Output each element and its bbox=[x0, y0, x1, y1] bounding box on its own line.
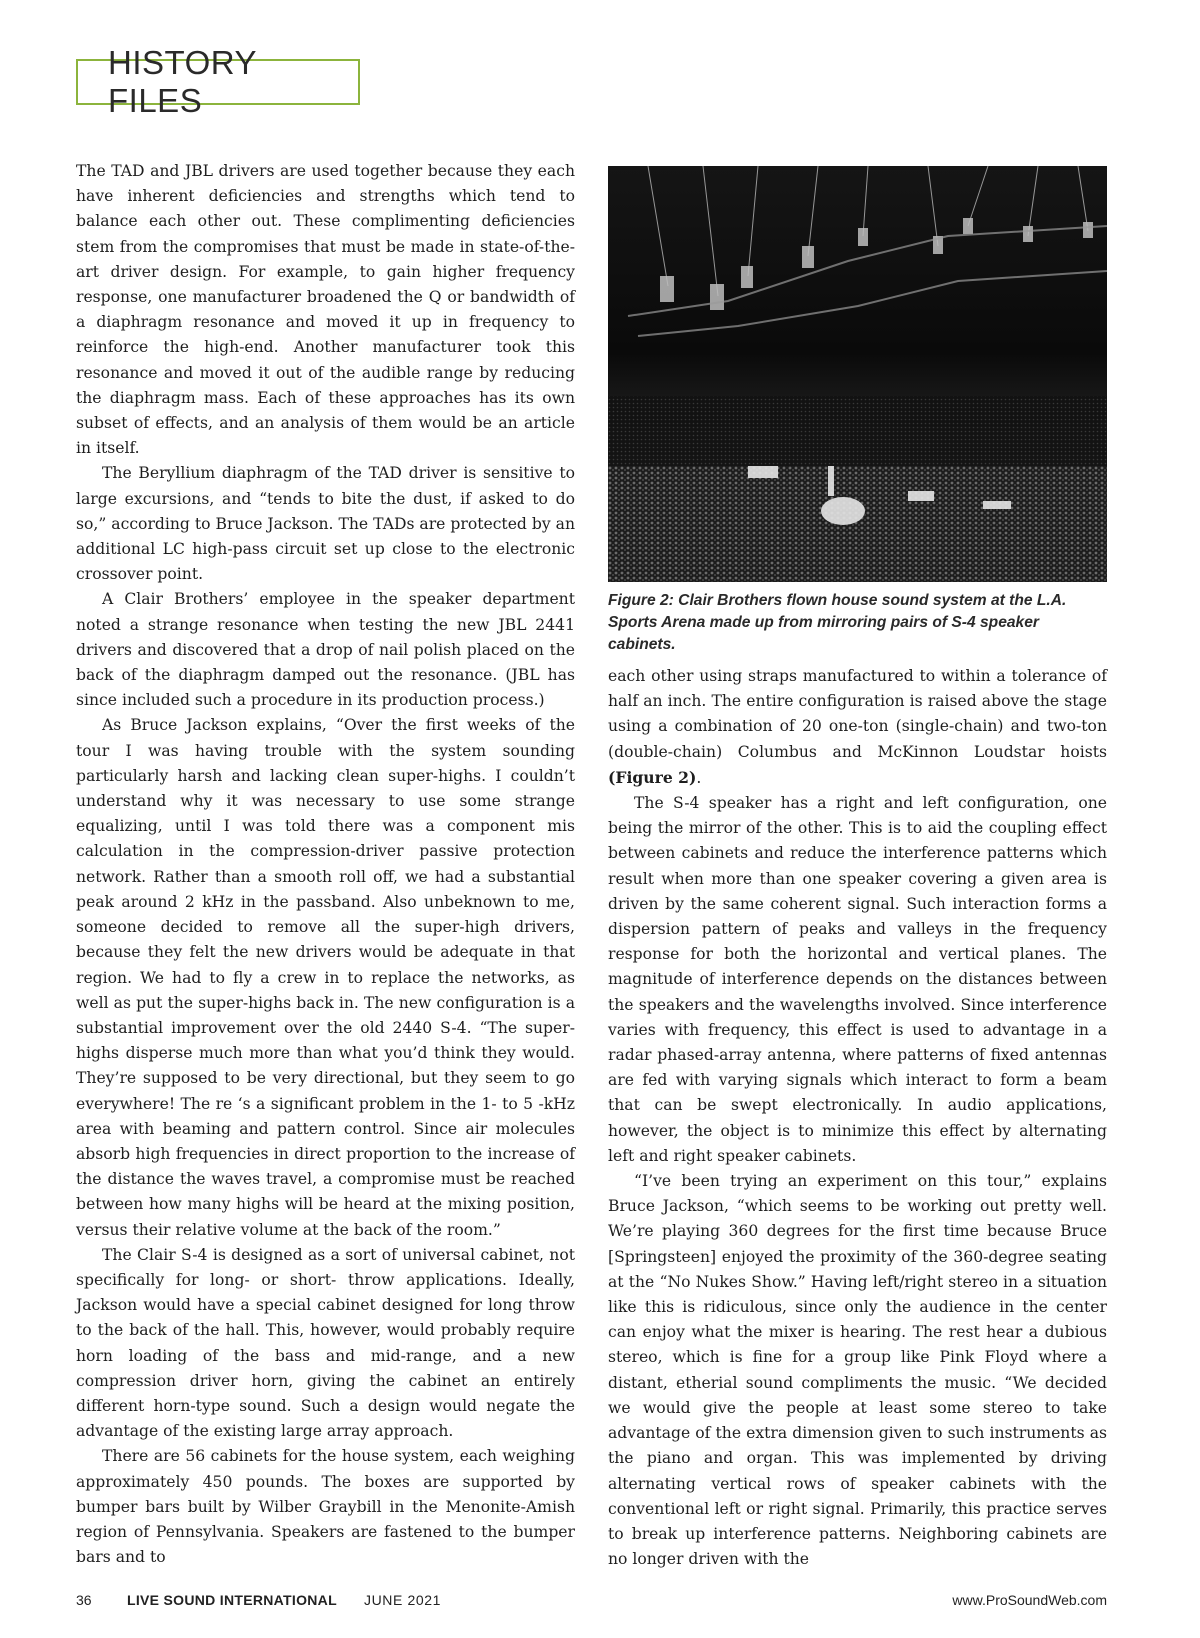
magazine-name: LIVE SOUND INTERNATIONAL bbox=[127, 1592, 337, 1608]
page-number: 36 bbox=[76, 1592, 92, 1608]
paragraph: The Beryllium diaphragm of the TAD driver is sensitive to large excursions, and “tends to bite the dust, if asked to do so,” according to Bruce Jackson. The TADs are protected by an additional LC high-pass circuit set up close to the electronic crossover point. bbox=[76, 464, 575, 584]
paragraph-end: . bbox=[696, 768, 702, 787]
paragraph: There are 56 cabinets for the house system, each weighing approximately 450 pounds. The boxes are supported by bumper bars built by Wilber Graybill in the Menonite-Amish region of Pennsylvania. Speakers are fastened to the bumper bars and to bbox=[76, 1447, 575, 1567]
paragraph: The Clair S-4 is designed as a sort of universal cabinet, not specifically for long- or short- throw applications. Ideally, Jackson would have a special cabinet designed for long throw to the back of the hall. This, however, would probably require horn loading of the bass and mid-range, and a new compression driver horn, giving the cabinet an entirely different horn-type sound. Such a design would negate the advantage of the existing large array approach. bbox=[76, 1245, 575, 1441]
paragraph bbox=[608, 664, 1107, 791]
paragraph-text: each other using straps manufactured to within a tolerance of half an inch. The entire configuration is raised above the stage using a combination of 20 one-ton (single-chain) and two-ton (double-chain) Columbus and McKinnon Loudstar hoists bbox=[608, 667, 1107, 761]
arena-photo-image bbox=[608, 166, 1107, 582]
section-tag-label: HISTORY FILES bbox=[108, 44, 257, 119]
figure-photo bbox=[608, 166, 1107, 582]
website-url: www.ProSoundWeb.com bbox=[952, 1592, 1107, 1608]
section-tag bbox=[76, 44, 360, 119]
paragraph: As Bruce Jackson explains, “Over the first weeks of the tour I was having trouble with the system sounding particularly harsh and lacking clean super-highs. I couldn’t understand why it was necessary to use some strange equalizing, until I was told there was a component mis calculation in the compression-driver passive protection network. Rather than a smooth roll off, we had a substantial peak around 2 kHz in the passband. Also unbeknown to me, someone decided to remove all the super-high drivers, because they felt the new drivers would be adequate in that region. We had to fly a crew in to replace the networks, as well as put the super-highs back in. The new configuration is a substantial improvement over the old 2440 S-4. “The super-highs disperse much more than what you’d think they would. They’re supposed to be very directional, but they seem to go everywhere! The re ‘s a significant problem in the 1- to 5 -kHz area with beaming and pattern control. Since air molecules absorb high frequencies in direct proportion to the increase of the distance the waves travel, a compromise must be reached between how many highs will be heard at the mixing position, versus their relative volume at the back of the room.” bbox=[76, 716, 575, 1239]
paragraph: The S-4 speaker has a right and left configuration, one being the mirror of the other. This is to aid the coupling effect between cabinets and reduce the interference patterns which result when more than one speaker covering a given area is driven by the same coherent signal. Such interaction forms a dispersion pattern of peaks and valleys in the frequency response for both the horizontal and vertical planes. The magnitude of interference depends on the distances between the speakers and the wavelengths involved. Since interference varies with frequency, this effect is used to advantage in a radar phased-array antenna, where patterns of fixed antennas are fed with varying signals which interact to form a beam that can be swept electronically. In audio applications, however, the object is to minimize this effect by alternating left and right speaker cabinets. bbox=[608, 794, 1107, 1165]
paragraph: The TAD and JBL drivers are used together because they each have inherent deficiencies and strengths which tend to balance each other out. These complimenting deficiencies stem from the compromises that must be made in state-of-the-art driver design. For example, to gain higher frequency response, one manufacturer broadened the Q or bandwidth of a diaphragm resonance and moved it up in frequency to reinforce the high-end. Another manufacturer took this resonance and moved it out of the audible range by reducing the diaphragm mass. Each of these approaches has its own subset of effects, and an analysis of them would be an article in itself. bbox=[76, 162, 575, 458]
page-footer bbox=[76, 1592, 1107, 1614]
figure-caption: Figure 2: Clair Brothers flown house sound system at the L.A. Sports Arena made up from mirroring pairs of S-4 speaker cabinets. bbox=[608, 592, 1067, 653]
article-column-right bbox=[608, 664, 1107, 1572]
paragraph: A Clair Brothers’ employee in the speaker department noted a strange resonance when testing the new JBL 2441 drivers and discovered that a drop of nail polish placed on the back of the diaphragm damped out the resonance. (JBL has since included such a procedure in its production process.) bbox=[76, 590, 575, 710]
paragraph: “I’ve been trying an experiment on this tour,” explains Bruce Jackson, “which seems to be working out pretty well. We’re playing 360 degrees for the first time because Bruce [Springsteen] enjoyed the proximity of the 360-degree seating at the “No Nukes Show.” Having left/right stereo in a situation like this is ridiculous, since only the audience in the center can enjoy what the mixer is hearing. The rest hear a dubious stereo, which is fine for a group like Pink Floyd where a distant, etherial sound compliments the music. “We decided we would give the people at least some stereo to take advantage of the extra dimension given to such instruments as the piano and organ. This was implemented by driving alternating vertical rows of speaker cabinets with the conventional left or right signal. Primarily, this practice serves to break up interference patterns. Neighboring cabinets are no longer driven with the bbox=[608, 1172, 1107, 1569]
article-column-left bbox=[76, 159, 575, 1570]
figure-reference: (Figure 2) bbox=[608, 767, 697, 787]
issue-date: JUNE 2021 bbox=[364, 1592, 441, 1608]
